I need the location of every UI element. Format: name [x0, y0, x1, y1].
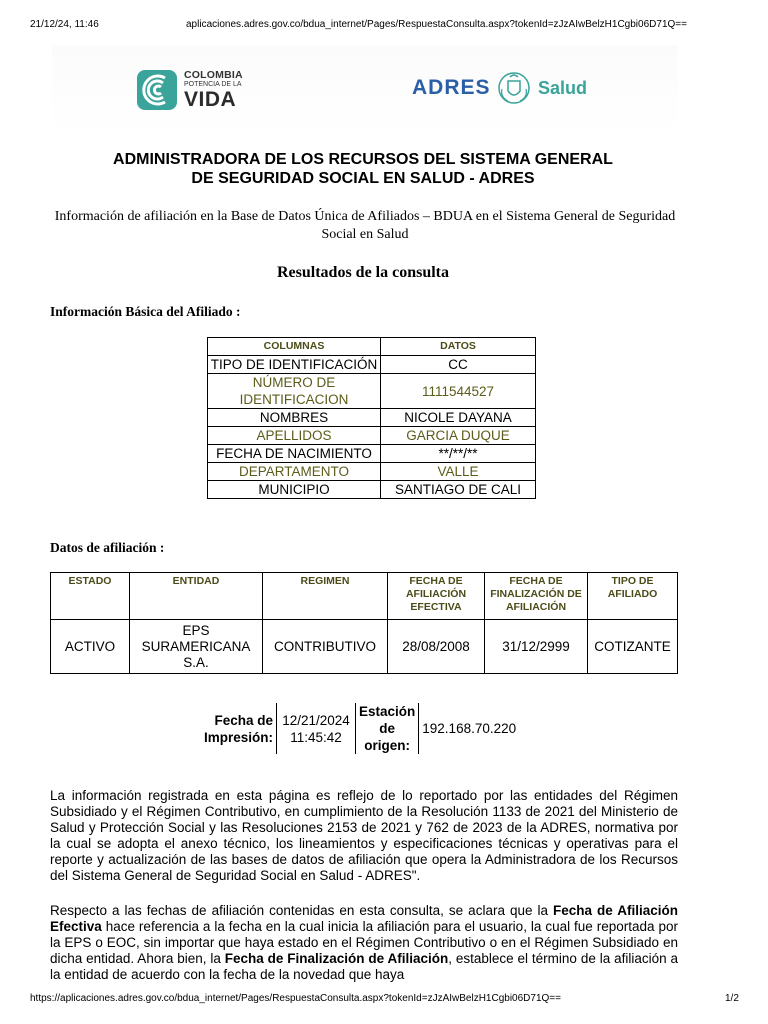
table-row: [208, 356, 536, 374]
row-value: CC: [381, 356, 536, 374]
row-value: **/**/**: [381, 445, 536, 463]
row-label: DEPARTAMENTO: [208, 463, 381, 481]
page-title-line-2: DE SEGURIDAD SOCIAL EN SALUD - ADRES: [191, 170, 535, 187]
table-row: [208, 481, 536, 499]
row-label: MUNICIPIO: [208, 481, 381, 499]
page-number: 1/2: [725, 993, 739, 1004]
row-value: NICOLE DAYANA: [381, 409, 536, 427]
table-row: [51, 620, 678, 674]
colombia-logo-vida: VIDA: [184, 88, 237, 111]
paragraph-bold-term: Fecha de Finalización de Afiliación: [224, 951, 449, 966]
row-label: NOMBRES: [208, 409, 381, 427]
page-title: [50, 150, 676, 188]
print-timestamp: 21/12/24, 11:46: [30, 19, 99, 30]
print-date-value: 12/21/2024 11:45:42: [277, 703, 356, 754]
column-header-fecha-afiliacion: FECHA DE AFILIACIÓN EFECTIVA: [388, 573, 485, 620]
column-header-entidad: ENTIDAD: [130, 573, 263, 620]
print-info-row: [200, 703, 521, 754]
paragraph-text: , establece el término de la afiliación a la entidad de acuerdo con la fecha de la novedad que haya: [50, 951, 678, 982]
column-header-tipo-afiliado: TIPO DE AFILIADO: [588, 573, 678, 620]
row-value: 1111544527: [381, 374, 536, 409]
table-header-row: [208, 338, 536, 356]
paragraph-bold-term: Fecha de Afiliación Efectiva: [50, 903, 679, 934]
print-footer-url: https://aplicaciones.adres.gov.co/bdua_internet/Pages/RespuestaConsulta.aspx?tokenId=zJzAIwBelzH1Cgbi06D71Q==: [30, 993, 561, 1004]
print-date-label: Fecha de Impresión:: [203, 712, 273, 745]
colombia-potencia-logo: [137, 68, 257, 112]
cell-tipo-afiliado: COTIZANTE: [588, 620, 678, 674]
column-header-regimen: REGIMEN: [263, 573, 388, 620]
station-value: 192.168.70.220: [419, 703, 522, 754]
cell-regimen: CONTRIBUTIVO: [263, 620, 388, 674]
colombia-logo-subtext: POTENCIA DE LA: [184, 81, 242, 88]
colombia-logo-text: COLOMBIA: [184, 69, 243, 81]
paragraph-text: Respecto a las fechas de afiliación contenidas en esta consulta, se aclara que la: [50, 903, 553, 918]
table-row: [208, 463, 536, 481]
dates-explanation-paragraph: [50, 903, 678, 983]
print-info-table: [200, 703, 521, 754]
adres-logo-text: ADRES: [412, 76, 491, 99]
colombia-logo-icon: [137, 70, 177, 110]
cell-fecha-afiliacion: 28/08/2008: [388, 620, 485, 674]
station-label: Estación de origen:: [359, 704, 416, 753]
page-title-line-1: ADMINISTRADORA DE LOS RECURSOS DEL SISTEMA GENERAL: [113, 151, 613, 168]
table-header-row: [51, 573, 678, 620]
cell-entidad: EPS SURAMERICANA S.A.: [130, 620, 263, 674]
coat-of-arms-icon: [496, 69, 532, 107]
cell-estado: ACTIVO: [51, 620, 130, 674]
table-row: [208, 427, 536, 445]
row-value: GARCIA DUQUE: [381, 427, 536, 445]
row-label: TIPO DE IDENTIFICACIÓN: [208, 356, 381, 374]
row-label: NÚMERO DE IDENTIFICACION: [208, 374, 381, 409]
print-header-url: aplicaciones.adres.gov.co/bdua_internet/Pages/RespuestaConsulta.aspx?tokenId=zJzAIwBelzH1Cgbi06D71Q==: [186, 19, 687, 30]
results-heading: Resultados de la consulta: [276, 264, 450, 281]
salud-logo-text: Salud: [538, 78, 588, 98]
cell-fecha-finalizacion: 31/12/2999: [485, 620, 588, 674]
paragraph-text: hace referencia a la fecha en la cual inicia la afiliación para el usuario, la cual fue reportada por la EPS o EOC, sin importar que haya estado en el Régimen Contributivo o en el Régimen Subsidiado en dicha entidad. Ahora bien, la: [50, 919, 678, 966]
column-header-fecha-finalizacion: FECHA DE FINALIZACIÓN DE AFILIACIÓN: [485, 573, 588, 620]
basic-info-heading: Información Básica del Afiliado :: [50, 304, 241, 319]
row-label: FECHA DE NACIMIENTO: [208, 445, 381, 463]
row-label: APELLIDOS: [208, 427, 381, 445]
table-row: [208, 374, 536, 409]
table-row: [208, 409, 536, 427]
adres-salud-logo: [412, 69, 602, 109]
page-subtitle: Información de afiliación en la Base de Datos Única de Afiliados – BDUA en el Sistema General de Seguridad Social en Salud: [54, 209, 676, 242]
affiliation-table: [50, 572, 678, 674]
row-value: VALLE: [381, 463, 536, 481]
affiliation-heading: Datos de afiliación :: [50, 540, 165, 555]
disclaimer-paragraph: La información registrada en esta página es reflejo de lo reportado por las entidades del Régimen Subsidiado y el Régimen Contributivo, en cumplimiento de la Resolución 1133 de 2021 del Ministerio de Salud y Protección Social y las Resoluciones 2153 de 2021 y 762 de 2023 de la ADRES, normativa por la cual se adopta el anexo técnico, los lineamientos y especificaciones técnicas y operativas para el reporte y actualización de las bases de datos de afiliación que opera la Administradora de los Recursos del Sistema General de Seguridad Social en Salud - ADRES".: [50, 788, 678, 883]
table-row: [208, 445, 536, 463]
column-header-estado: ESTADO: [51, 573, 130, 620]
column-header-columnas: COLUMNAS: [208, 338, 381, 356]
basic-info-table: [207, 337, 536, 499]
column-header-datos: DATOS: [381, 338, 536, 356]
row-value: SANTIAGO DE CALI: [381, 481, 536, 499]
